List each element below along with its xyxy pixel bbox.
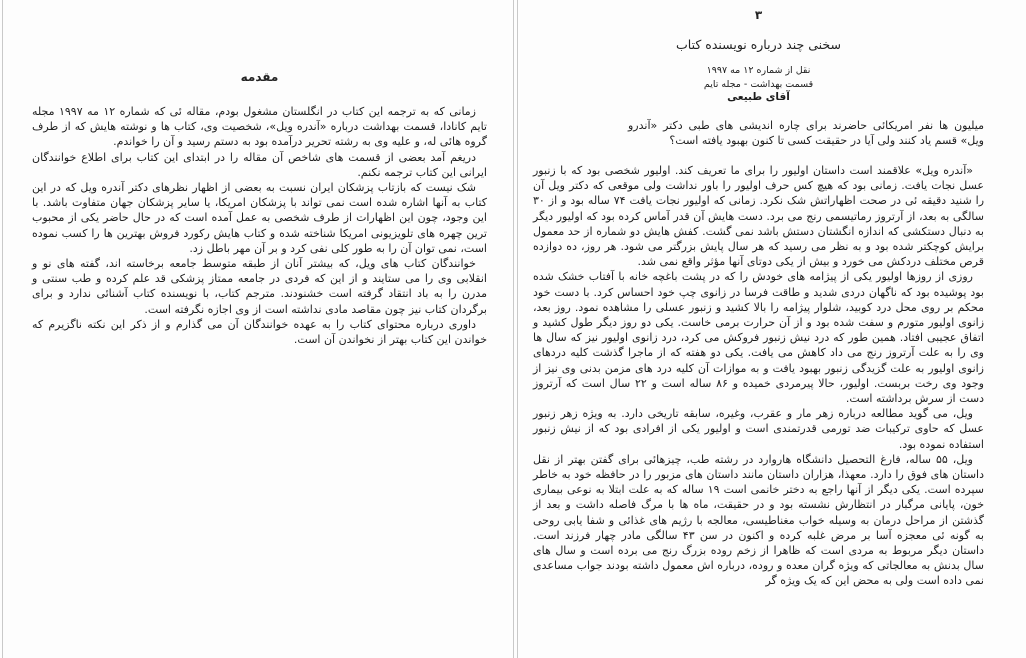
- article-paragraph: ویل، می گوید مطالعه درباره زهر مار و عقرب، وغیره، سابقه تاریخی دارد. به ویژه زهر زنبور عسل که حاوی ترکیبات ضد تورمی قدرتمندی است و اولیور یکی از افرادی بود که از نیش زنبور استفاده نموده بود.: [533, 407, 984, 451]
- article-paragraph: ویل، ۵۵ ساله، فارغ التحصیل دانشگاه هاروارد در رشته طب، چیزهائی برای گفتن بهتر از نقل داستان های فوق را دارد. معهذا، هزاران داستان مانند داستان های مزبور را در حافظه خود به خاطر سپرده است. یکی دیگر از آنها راجع به دختر خانمی است ۱۹ ساله که به علت ابتلا به نوعی بیماری خون، پایانی مرگبار در انتظارش نشسته بود و در حقیقت، ماه ها با مرگ فاصله داشت و بعد از گذشتن از مراحل درمان به وسیله خواب مغناطیسی، معالجه با رژیم های غذائی و شفا یابی روحی به گونه ئی معجزه آسا بر مرض غلبه کرده و اکنون در سن ۴۳ سالگی مادر چهار فرزند است. داستان دیگر مربوط به مردی است که ظاهرا از زخم روده بزرگ رنج می برده است و سال های سال بدنش به معالجاتی که ویژه گران معده و روده، درباره اش معمول داشته بودند جواب مساعدی نمی داده است ولی به محض این که یک ویژه گر: [533, 452, 985, 588]
- page-right-about-author: [517, 0, 1026, 658]
- article-title: سخنی چند درباره نویسنده کتاب: [676, 37, 841, 52]
- lead-paragraph: میلیون ها نفر امریکائی حاضرند برای چاره اندیشی های طبی دکتر «آندرو ویل» قسم یاد کنند ولی آیا در حقیقت کسی تا کنون بهبود یافته است؟: [628, 118, 984, 147]
- intro-paragraph: داوری درباره محتوای کتاب را به عهده خوانندگان آن می گذارم و از ذکر این نکته ناگزیرم که خواندن این کتاب بهتر از نخواندن آن است.: [32, 317, 487, 347]
- source-line-article-name: آقای طبیعی: [727, 91, 790, 103]
- page-seam-line-left: [513, 0, 514, 658]
- intro-paragraph: زمانی که به ترجمه این کتاب در انگلستان مشغول بودم، مقاله ئی که شماره ۱۲ مه ۱۹۹۷ مجله تایم کانادا، قسمت بهداشت درباره «آندره ویل»، شخصیت وی، کتاب ها و نوشته هایش که از طرف گروه هائی له، و علیه وی به رشته تحریر درآمده بود به دستم رسید و آن را خواندم.: [32, 105, 487, 149]
- source-line-section: قسمت بهداشت - مجله تایم: [703, 78, 814, 90]
- intro-heading: مقدمه: [240, 70, 279, 84]
- article-paragraph: «آندره ویل» علاقمند است داستان اولیور را برای ما تعریف کند. اولیور شخصی بود که با زنبور عسل نجات یافت. زمانی بود که هیچ کس حرف اولیور را باور نداشت ولی موقعی که دکتر ویل آن را شنید دقیقه ئی در صحت اظهاراتش شک نکرد. زمانی که اولیور نجات یافت ۷۴ ساله بود و از ۳۰ سالگی به بعد، از آرتروز رماتیسمی رنج می برد. دست هایش آن قدر آماس کرده بود که اولیور دیگر به دنبال دستکشی که اندازه انگشتان دستش باشد نمی گشت. کفش هایش دو شماره از حد معمول برایش کوچکتر شده بود و به نظر می رسید که هر سال پایش بزرگتر می شود. هر روز، ده دوازده قرص مختلف دردکش می خورد و بیش از یکی دوتای آنها مؤثر واقع نمی شد.: [533, 163, 985, 269]
- intro-body: [32, 104, 487, 347]
- article-paragraph: روزی از روزها اولیور یکی از پیژامه های خودش را که در پشت باغچه خانه با آفتاب خشک شده بود پوشیده بود که ناگهان دردی شدید و طاقت فرسا در زانوی چپ خود احساس کرد. با دست خود محکم بر روی محل درد کوبید، شلوار پیژامه را بالا کشید و زنبور عسلی را مشاهده نمود. روز بعد، زانوی اولیور متورم و سفت شده بود و از آن حرارت برمی خاست. یکی دو روز دیگر طول کشید و اتفاق عجیبی افتاد. همین طور که درد نیش زنبور فروکش می کرد، درد زانوی اولیور نیز که سال ها وی را به علت آرتروز رنج می داد کاهش می یافت. یکی دو هفته که از ماجرا گذشت کلیه دردهای زانوی اولیور به علت گزیدگی زنبور بهبود یافت و به موازات آن کلیه درد های مزمن بدنی وی نیز از وجود وی رخت بربست. اولیور، حالا پیرمردی خمیده و ۸۶ ساله است و ۲۲ سال است که آرتروز دست از سرش برداشته است.: [533, 270, 984, 405]
- intro-paragraph: خوانندگان کتاب های ویل، که بیشتر آنان از طبقه متوسط جامعه برخاسته اند، گفته های نو و انقلابی وی را می ستایند و از این که فردی در جامعه ممتاز پزشکی قد علم کرده و طب سنتی و مدرن را به باد انتقاد گرفته است خشنودند. مترجم کتاب، با نویسنده کتاب آشنائی ندارد و برای برگردان کتاب نیز چون مقاصد مادی نداشته است از وی اجازه نگرفته است.: [32, 257, 487, 316]
- article-body: [533, 118, 984, 589]
- source-attribution: [533, 64, 984, 105]
- intro-paragraph: شک نیست که بازتاب پزشکان ایران نسبت به بعضی از اظهار نظرهای دکتر آندره ویل که در این کتاب به آنها اشاره شده است نمی تواند با پزشکان امریکا، یا سایر پزشکان جهان متفاوت باشد. با این وجود، چون این اظهارات از طرف شخصی به عمل آمده است که در حال حاضر یکی از محبوب ترین چهره های تلویزیونی امریکا شناخته شده و کتاب هایش رکورد فروش بهترین ها را کسب نموده است، نمی توان آن را به طور کلی نفی کرد و بر آن مهر باطل زد.: [32, 181, 487, 255]
- page-number: ۳: [754, 8, 763, 22]
- source-line-issue: نقل از شماره ۱۲ مه ۱۹۹۷: [706, 65, 811, 76]
- intro-paragraph: دریغم آمد بعضی از قسمت های شاخص آن مقاله را در ابتدای این کتاب برای اطلاع خوانندگان ایرانی این کتاب ترجمه نکنم.: [32, 150, 487, 179]
